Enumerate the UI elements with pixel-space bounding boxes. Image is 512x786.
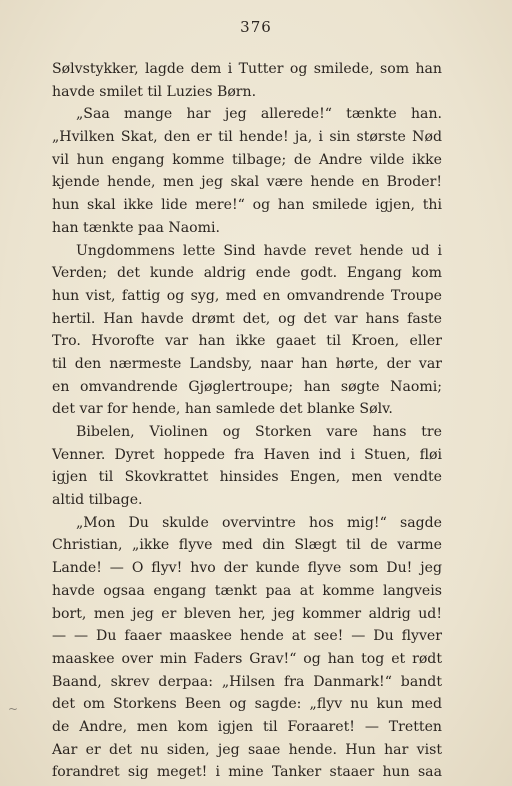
text-line: „Saa mange har jeg allerede!“ tænkte han.: [76, 106, 442, 123]
text-line: Christian, „ikke flyve med din Slægt til de varme: [52, 537, 442, 554]
text-line: en omvandrende Gjøglertroupe; han søgte Naomi;: [52, 378, 442, 395]
text-line: maaskee over min Faders Grav!“ og han tog et rødt: [52, 650, 442, 667]
body-text: [52, 58, 442, 784]
text-line: altid tilbage.: [52, 492, 143, 509]
text-line: Tro. Hvorofte var han ikke gaaet til Kroen, eller: [52, 333, 442, 350]
text-line: havde smilet til Luzies Børn.: [52, 83, 257, 100]
text-line: bort, men jeg er bleven her, jeg kommer aldrig ud!: [52, 605, 442, 622]
text-line: Verden; det kunde aldrig ende godt. Engang kom: [52, 265, 442, 282]
text-line: Venner. Dyret hoppede fra Haven ind i Stuen, fløi: [52, 446, 442, 463]
text-line: forandret sig meget! i mine Tanker staaer hun saa: [52, 764, 442, 781]
text-line: „Hvilken Skat, den er til hende! ja, i sin største Nød: [52, 129, 442, 146]
text-line: Sølvstykker, lagde dem i Tutter og smilede, som han: [52, 61, 442, 77]
text-line: det om Storkens Been og sagde: „flyv nu kun med: [52, 696, 442, 713]
text-line: Bibelen, Violinen og Storken vare hans tre: [76, 424, 442, 440]
text-line: han tænkte paa Naomi.: [52, 219, 220, 236]
text-line: hun skal ikke lide mere!“ og han smilede igjen, thi: [52, 197, 442, 214]
text-line: de Andre, men kom igjen til Foraaret! — Tretten: [52, 718, 442, 735]
text-line: til den nærmeste Landsby, naar han hørte, der var: [52, 355, 442, 372]
text-line: havde ogsaa engang tænkt paa at komme langveis: [52, 582, 442, 599]
page-number: 376: [240, 18, 272, 36]
text-line: igjen til Skovkrattet hinsides Engen, men vendte: [52, 469, 442, 486]
margin-pencil-mark: ~: [8, 702, 19, 716]
text-line: Ungdommens lette Sind havde revet hende ud i: [76, 242, 442, 259]
text-line: kjende hende, men jeg skal være hende en Broder!: [52, 174, 442, 191]
text-line: vil hun engang komme tilbage; de Andre vilde ikke: [52, 151, 442, 168]
text-line: det var for hende, han samlede det blanke Sølv.: [52, 401, 393, 418]
text-line: hertil. Han havde drømt det, og det var hans faste: [52, 310, 442, 327]
text-line: hun vist, fattig og syg, med en omvandrende Troupe: [52, 287, 442, 304]
text-line: „Mon Du skulde overvintre hos mig!“ sagde: [76, 514, 442, 531]
text-line: Lande! — O flyv! hvo der kunde flyve som Du! jeg: [52, 560, 442, 577]
text-line: — — Du faaer maaskee hende at see! — Du flyver: [52, 628, 442, 645]
text-line: Aar er det nu siden, jeg saae hende. Hun har vist: [52, 741, 442, 758]
text-line: Baand, skrev derpaa: „Hilsen fra Danmark!“ bandt: [52, 673, 442, 690]
